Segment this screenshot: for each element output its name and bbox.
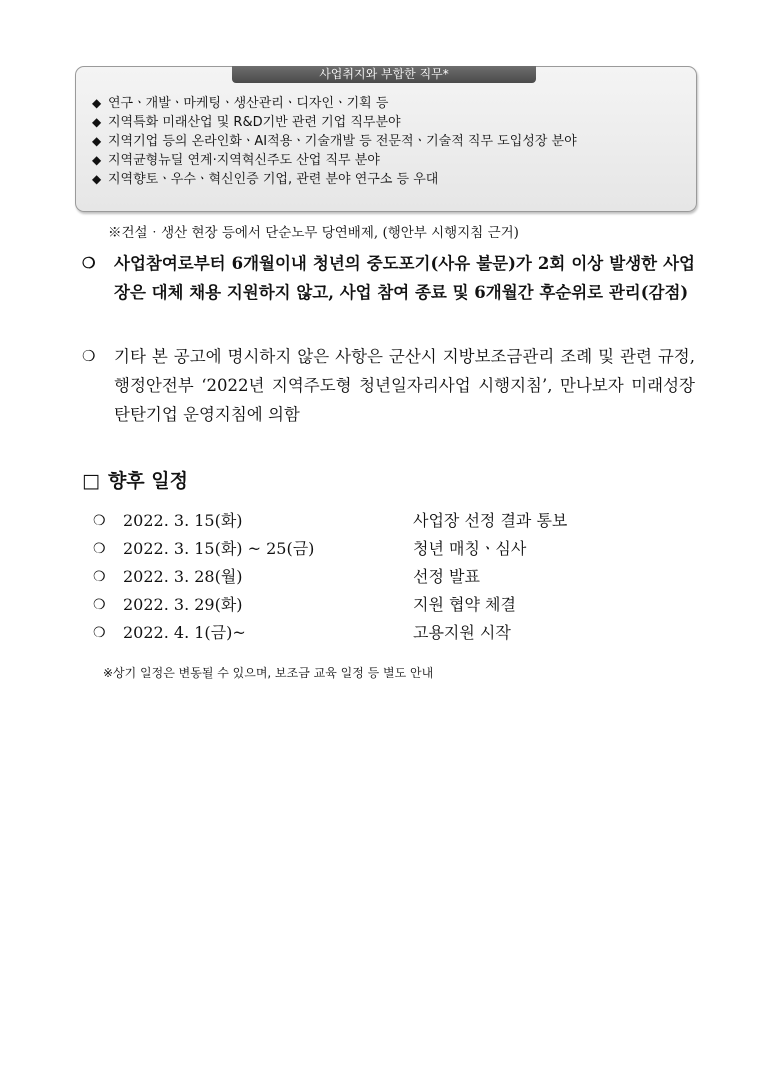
diamond-bullet-icon: ◆ xyxy=(92,134,102,148)
square-bullet-icon: □ xyxy=(82,470,100,492)
schedule-date: 2022. 3. 29(화) xyxy=(123,595,243,614)
job-criteria-list xyxy=(92,94,577,189)
schedule-date: 2022. 4. 1(금)~ xyxy=(123,623,246,642)
diamond-bullet-icon: ◆ xyxy=(92,115,102,129)
other-matters-text: 기타 본 공고에 명시하지 않은 사항은 군산시 지방보조금관리 조례 및 관련 규정, 행정안전부 ‘2022년 지역주도형 청년일자리사업 시행지침’, 만나보자 미래성장 탄탄기업 운영지침에 의함 xyxy=(114,347,695,424)
other-matters-paragraph xyxy=(80,342,695,429)
schedule-description: 청년 매칭ㆍ심사 xyxy=(413,539,527,558)
circle-bullet-icon: ❍ xyxy=(93,541,106,557)
schedule-description: 선정 발표 xyxy=(413,567,480,586)
diamond-bullet-icon: ◆ xyxy=(92,153,102,167)
schedule-date: 2022. 3. 15(화) xyxy=(123,511,243,530)
schedule-change-note: ※상기 일정은 변동될 수 있으며, 보조금 교육 일정 등 별도 안내 xyxy=(103,666,434,680)
circle-bullet-icon: ❍ xyxy=(93,569,106,585)
list-item: ◆ 지역균형뉴딜 연계‧지역혁신주도 산업 직무 분야 xyxy=(92,153,380,168)
list-item: ◆ 연구ㆍ개발ㆍ마케팅ㆍ생산관리ㆍ디자인ㆍ기획 등 xyxy=(92,96,389,111)
schedule-date: 2022. 3. 15(화) ~ 25(금) xyxy=(123,539,315,558)
circle-bullet-icon: ❍ xyxy=(82,347,96,365)
list-item: ◆ 지역향토ㆍ우수ㆍ혁신인증 기업, 관련 분야 연구소 등 우대 xyxy=(92,172,439,187)
circle-bullet-icon: ❍ xyxy=(82,254,96,272)
list-item: ◆ 지역특화 미래산업 및 R&D기반 관련 기업 직무분야 xyxy=(92,115,401,130)
dropout-rule-paragraph xyxy=(80,249,695,307)
schedule-description: 지원 협약 체결 xyxy=(413,595,516,614)
construction-exclusion-note: ※건설‧생산 현장 등에서 단순노무 당연배제, (행안부 시행지침 근거) xyxy=(108,225,519,241)
circle-bullet-icon: ❍ xyxy=(93,625,106,641)
diamond-bullet-icon: ◆ xyxy=(92,96,102,110)
schedule-section-title: □ 향후 일정 xyxy=(82,470,188,492)
diamond-bullet-icon: ◆ xyxy=(92,172,102,186)
schedule-description: 고용지원 시작 xyxy=(413,623,511,642)
schedule-description: 사업장 선정 결과 통보 xyxy=(413,511,568,530)
circle-bullet-icon: ❍ xyxy=(93,513,106,529)
list-item: ◆ 지역기업 등의 온라인화ㆍAI적용ㆍ기술개발 등 전문적ㆍ기술적 직무 도입성장 분야 xyxy=(92,134,577,149)
schedule-date: 2022. 3. 28(월) xyxy=(123,567,243,586)
job-criteria-box-title: 사업취지와 부합한 직무* xyxy=(232,66,536,83)
circle-bullet-icon: ❍ xyxy=(93,597,106,613)
dropout-rule-text: 사업참여로부터 6개월이내 청년의 중도포기(사유 불문)가 2회 이상 발생한 사업장은 대체 채용 지원하지 않고, 사업 참여 종료 및 6개월간 후순위로 관리(감점) xyxy=(114,254,695,302)
